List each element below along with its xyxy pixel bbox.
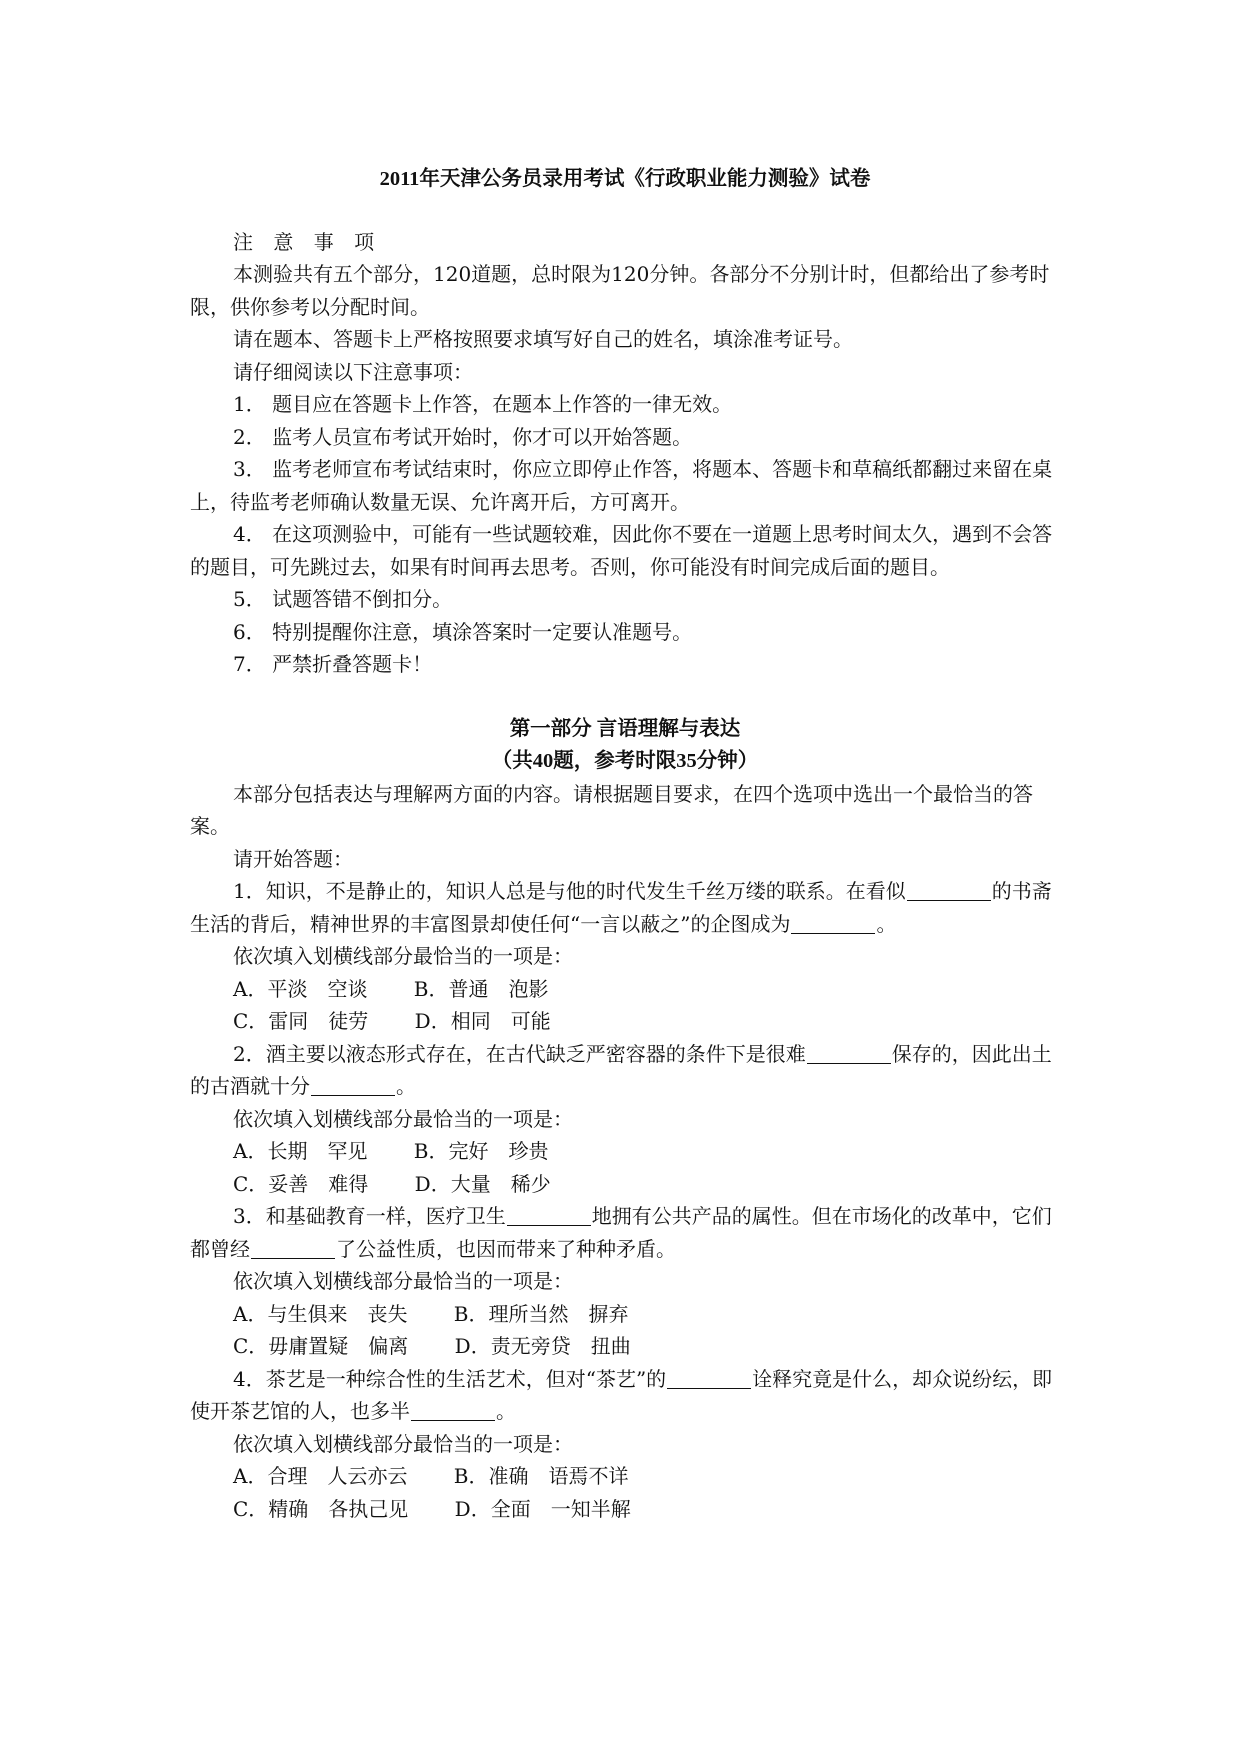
question-3	[190, 1200, 1060, 1265]
notice-item: 7． 严禁折叠答题卡！	[233, 652, 433, 676]
question-prompt: 依次填入划横线部分最恰当的一项是：	[233, 1431, 573, 1456]
notice-paragraph: 请仔细阅读以下注意事项：	[233, 359, 473, 384]
notice-item: 5． 试题答错不倒扣分。	[233, 587, 453, 611]
document-title: 2011年天津公务员录用考试《行政职业能力测验》试卷	[379, 168, 871, 190]
document-body	[190, 163, 1060, 1525]
question-text: 了公益性质，也因而带来了种种矛盾。	[336, 1236, 676, 1261]
options-ab: A．长期 罕见 B．完好 珍贵	[233, 1139, 549, 1163]
answer-blank	[907, 878, 991, 901]
options-cd: C．雷同 徒劳 D．相同 可能	[233, 1009, 551, 1033]
notice-paragraph: 请在题本、答题卡上严格按照要求填写好自己的姓名，填涂准考证号。	[233, 327, 853, 351]
question-1	[190, 875, 1060, 940]
question-text: 保存的，因此出土的古酒就十分	[190, 1041, 1052, 1098]
section-title: 第一部分 言语理解与表达	[509, 717, 741, 740]
section-subtitle: （共40题，参考时限35分钟）	[491, 750, 759, 772]
section-intro: 本部分包括表达与理解两方面的内容。请根据题目要求，在四个选项中选出一个最恰当的答案。	[190, 781, 1033, 838]
question-prompt: 依次填入划横线部分最恰当的一项是：	[233, 944, 573, 968]
question-text: 1．知识，不是静止的，知识人总是与他的时代发生千丝万缕的联系。在看似	[233, 879, 906, 903]
options-ab: A．平淡 空谈 B．普通 泡影	[233, 976, 549, 1001]
question-2	[190, 1038, 1060, 1103]
question-text: 3．和基础教育一样，医疗卫生	[233, 1204, 506, 1228]
notice-item: 6． 特别提醒你注意，填涂答案时一定要认准题号。	[233, 619, 693, 644]
notice-item: 2． 监考人员宣布考试开始时，你才可以开始答题。	[233, 424, 693, 449]
options-cd: C．毋庸置疑 偏离 D．责无旁贷 扭曲	[233, 1334, 631, 1358]
options-cd: C．精确 各执己见 D．全面 一知半解	[233, 1496, 631, 1521]
answer-blank	[251, 1236, 335, 1259]
question-text: 诠释究竟是什么，却众说纷纭，即使开茶艺馆的人，也多半	[190, 1366, 1053, 1423]
question-text: 2．酒主要以液态形式存在，在古代缺乏严密容器的条件下是很难	[233, 1041, 806, 1066]
answer-blank	[791, 911, 875, 934]
answer-blank	[311, 1073, 395, 1096]
question-text: 4．茶艺是一种综合性的生活艺术，但对“茶艺”的	[233, 1366, 667, 1391]
answer-blank	[411, 1398, 495, 1421]
notice-item: 1． 题目应在答题卡上作答，在题本上作答的一律无效。	[233, 392, 733, 416]
answer-blank	[507, 1203, 591, 1226]
start-prompt: 请开始答题：	[233, 846, 353, 871]
options-ab: A．与生俱来 丧失 B．理所当然 摒弃	[233, 1301, 629, 1326]
notice-item: 3． 监考老师宣布考试结束时，你应立即停止作答，将题本、答题卡和草稿纸都翻过来留在桌上，待监考老师确认数量无误、允许离开后，方可离开。	[190, 457, 1053, 514]
question-text: 的书斋生活的背后，精神世界的丰富图景却使任何“一言以蔽之”的企图成为	[190, 879, 1052, 936]
notice-paragraph: 本测验共有五个部分，120道题，总时限为120分钟。各部分不分别计时，但都给出了参考时限，供你参考以分配时间。	[190, 262, 1050, 319]
answer-blank	[807, 1041, 891, 1064]
question-text: 。	[396, 1074, 416, 1098]
question-prompt: 依次填入划横线部分最恰当的一项是：	[233, 1269, 573, 1293]
question-text: 。	[876, 911, 897, 936]
notice-item: 4． 在这项测验中，可能有一些试题较难，因此你不要在一道题上思考时间太久，遇到不会答的题目，可先跳过去，如果有时间再去思考。否则，你可能没有时间完成后面的题目。	[190, 522, 1053, 579]
options-ab: A．合理 人云亦云 B．准确 语焉不详	[233, 1464, 629, 1488]
notice-heading: 注 意 事 项	[233, 229, 382, 254]
question-text: 地拥有公共产品的属性。但在市场化的改革中，它们都曾经	[190, 1204, 1052, 1261]
answer-blank	[667, 1366, 751, 1389]
question-text: 。	[496, 1399, 516, 1423]
question-prompt: 依次填入划横线部分最恰当的一项是：	[233, 1106, 573, 1131]
question-4	[190, 1363, 1060, 1428]
options-cd: C．妥善 难得 D．大量 稀少	[233, 1171, 551, 1196]
